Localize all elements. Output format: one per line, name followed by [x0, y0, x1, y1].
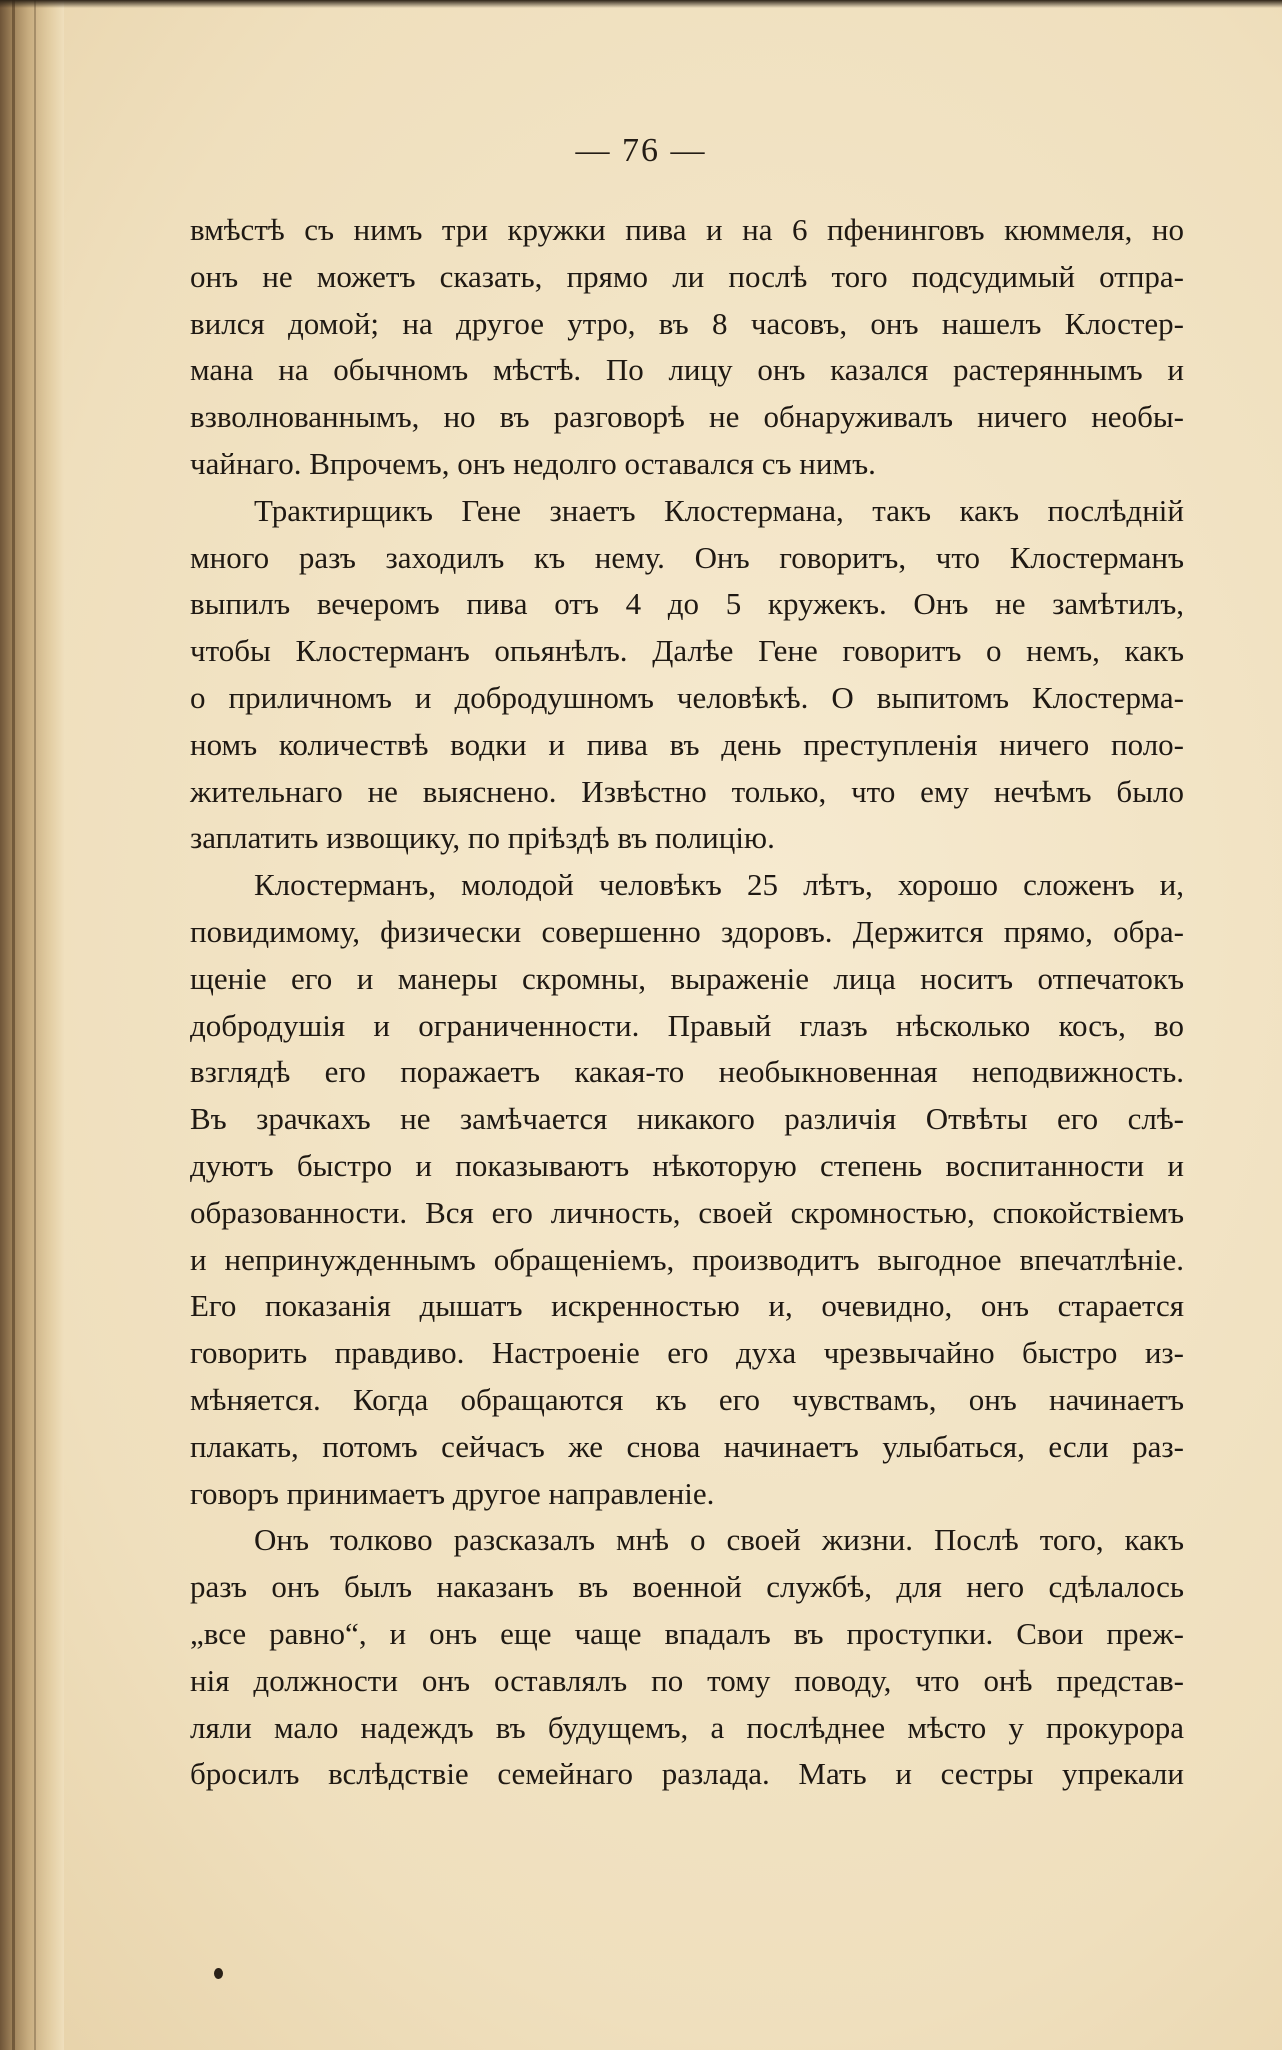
- text-line: вился домой; на другое утро, въ 8 часовъ, онъ нашелъ Клостер-: [190, 305, 1184, 341]
- text-line: плакать, потомъ сейчасъ же снова начинаетъ улыбаться, если раз-: [190, 1428, 1184, 1464]
- text-line: онъ не можетъ сказать, прямо ли послѣ того подсудимый отпра-: [190, 258, 1184, 294]
- text-line: номъ количествѣ водки и пива въ день преступленiя ничего поло-: [190, 726, 1184, 762]
- text-line: взволнованнымъ, но въ разговорѣ не обнаруживалъ ничего необы-: [190, 399, 1184, 435]
- text-line: Въ зрачкахъ не замѣчается никакого различiя Отвѣты его слѣ-: [190, 1101, 1184, 1137]
- text-line: вмѣстѣ съ нимъ три кружки пива и на 6 пфенинговъ кюммеля, но: [190, 212, 1184, 247]
- page-number: — 76 —: [575, 132, 707, 169]
- text-line: нiя должности онъ оставлялъ по тому поводу, что онѣ представ-: [190, 1662, 1184, 1698]
- text-line: много разъ заходилъ къ нему. Онъ говоритъ, что Клостерманъ: [190, 539, 1184, 575]
- body-text: [190, 207, 1184, 1798]
- text-line: разъ онъ былъ наказанъ въ военной службѣ, для него сдѣлалось: [190, 1569, 1184, 1605]
- text-line: чтобы Клостерманъ опьянѣлъ. Далѣе Гене говоритъ о немъ, какъ: [190, 633, 1184, 669]
- text-line: Трактирщикъ Гене знаетъ Клостермана, такъ какъ послѣднiй: [254, 492, 1184, 528]
- text-line: щенiе его и манеры скромны, выраженiе лица носитъ отпечатокъ: [190, 960, 1184, 996]
- text-line: говоръ принимаетъ другое направленiе.: [190, 1475, 715, 1511]
- text-line: Его показанiя дышатъ искренностью и, очевидно, онъ старается: [190, 1288, 1184, 1324]
- text-line: добродушiя и ограниченности. Правый глазъ нѣсколько косъ, во: [190, 1007, 1184, 1043]
- text-line: взглядѣ его поражаетъ какая-то необыкновенная неподвижность.: [190, 1054, 1184, 1090]
- text-line: Онъ толково разсказалъ мнѣ о своей жизни. Послѣ того, какъ: [254, 1522, 1184, 1558]
- text-line: образованности. Вся его личность, своей скромностью, спокойствiемъ: [190, 1194, 1184, 1230]
- text-line: мана на обычномъ мѣстѣ. По лицу онъ казался растеряннымъ и: [190, 352, 1184, 388]
- text-line: о приличномъ и добродушномъ человѣкѣ. О выпитомъ Клостерма-: [190, 679, 1184, 715]
- text-line: и непринужденнымъ обращенiемъ, производитъ выгодное впечатлѣнiе.: [190, 1241, 1184, 1277]
- text-line: повидимому, физически совершенно здоровъ. Держится прямо, обра-: [190, 913, 1184, 949]
- text-line: жительнаго не выяснено. Извѣстно только, что ему нечѣмъ было: [190, 773, 1184, 809]
- text-line: выпилъ вечеромъ пива отъ 4 до 5 кружекъ. Онъ не замѣтилъ,: [190, 586, 1184, 622]
- book-spine-shadow: [0, 0, 64, 2050]
- text-line: бросилъ вслѣдствiе семейнаго разлада. Мать и сестры упрекали: [190, 1756, 1184, 1792]
- text-line: говорить правдиво. Настроенiе его духа чрезвычайно быстро из-: [190, 1335, 1184, 1371]
- text-line: ляли мало надеждъ въ будущемъ, а послѣднее мѣсто у прокурора: [190, 1709, 1184, 1745]
- spine-edge-line: [34, 0, 36, 2050]
- text-line: чайнаго. Впрочемъ, онъ недолго оставался съ нимъ.: [190, 445, 876, 481]
- spine-edge-line: [12, 0, 15, 2050]
- top-edge-shadow: [0, 0, 1282, 8]
- text-line: дуютъ быстро и показываютъ нѣкоторую степень воспитанности и: [190, 1147, 1184, 1183]
- text-line: мѣняется. Когда обращаются къ его чувствамъ, онъ начинаетъ: [190, 1381, 1184, 1417]
- ink-speck: [214, 1968, 223, 1979]
- text-line: Клостерманъ, молодой человѣкъ 25 лѣтъ, хорошо сложенъ и,: [254, 867, 1184, 903]
- text-line: заплатить извощику, по прiѣздѣ въ полицiю.: [190, 820, 775, 856]
- text-line: „все равно“, и онъ еще чаще впадалъ въ проступки. Свои преж-: [190, 1615, 1184, 1651]
